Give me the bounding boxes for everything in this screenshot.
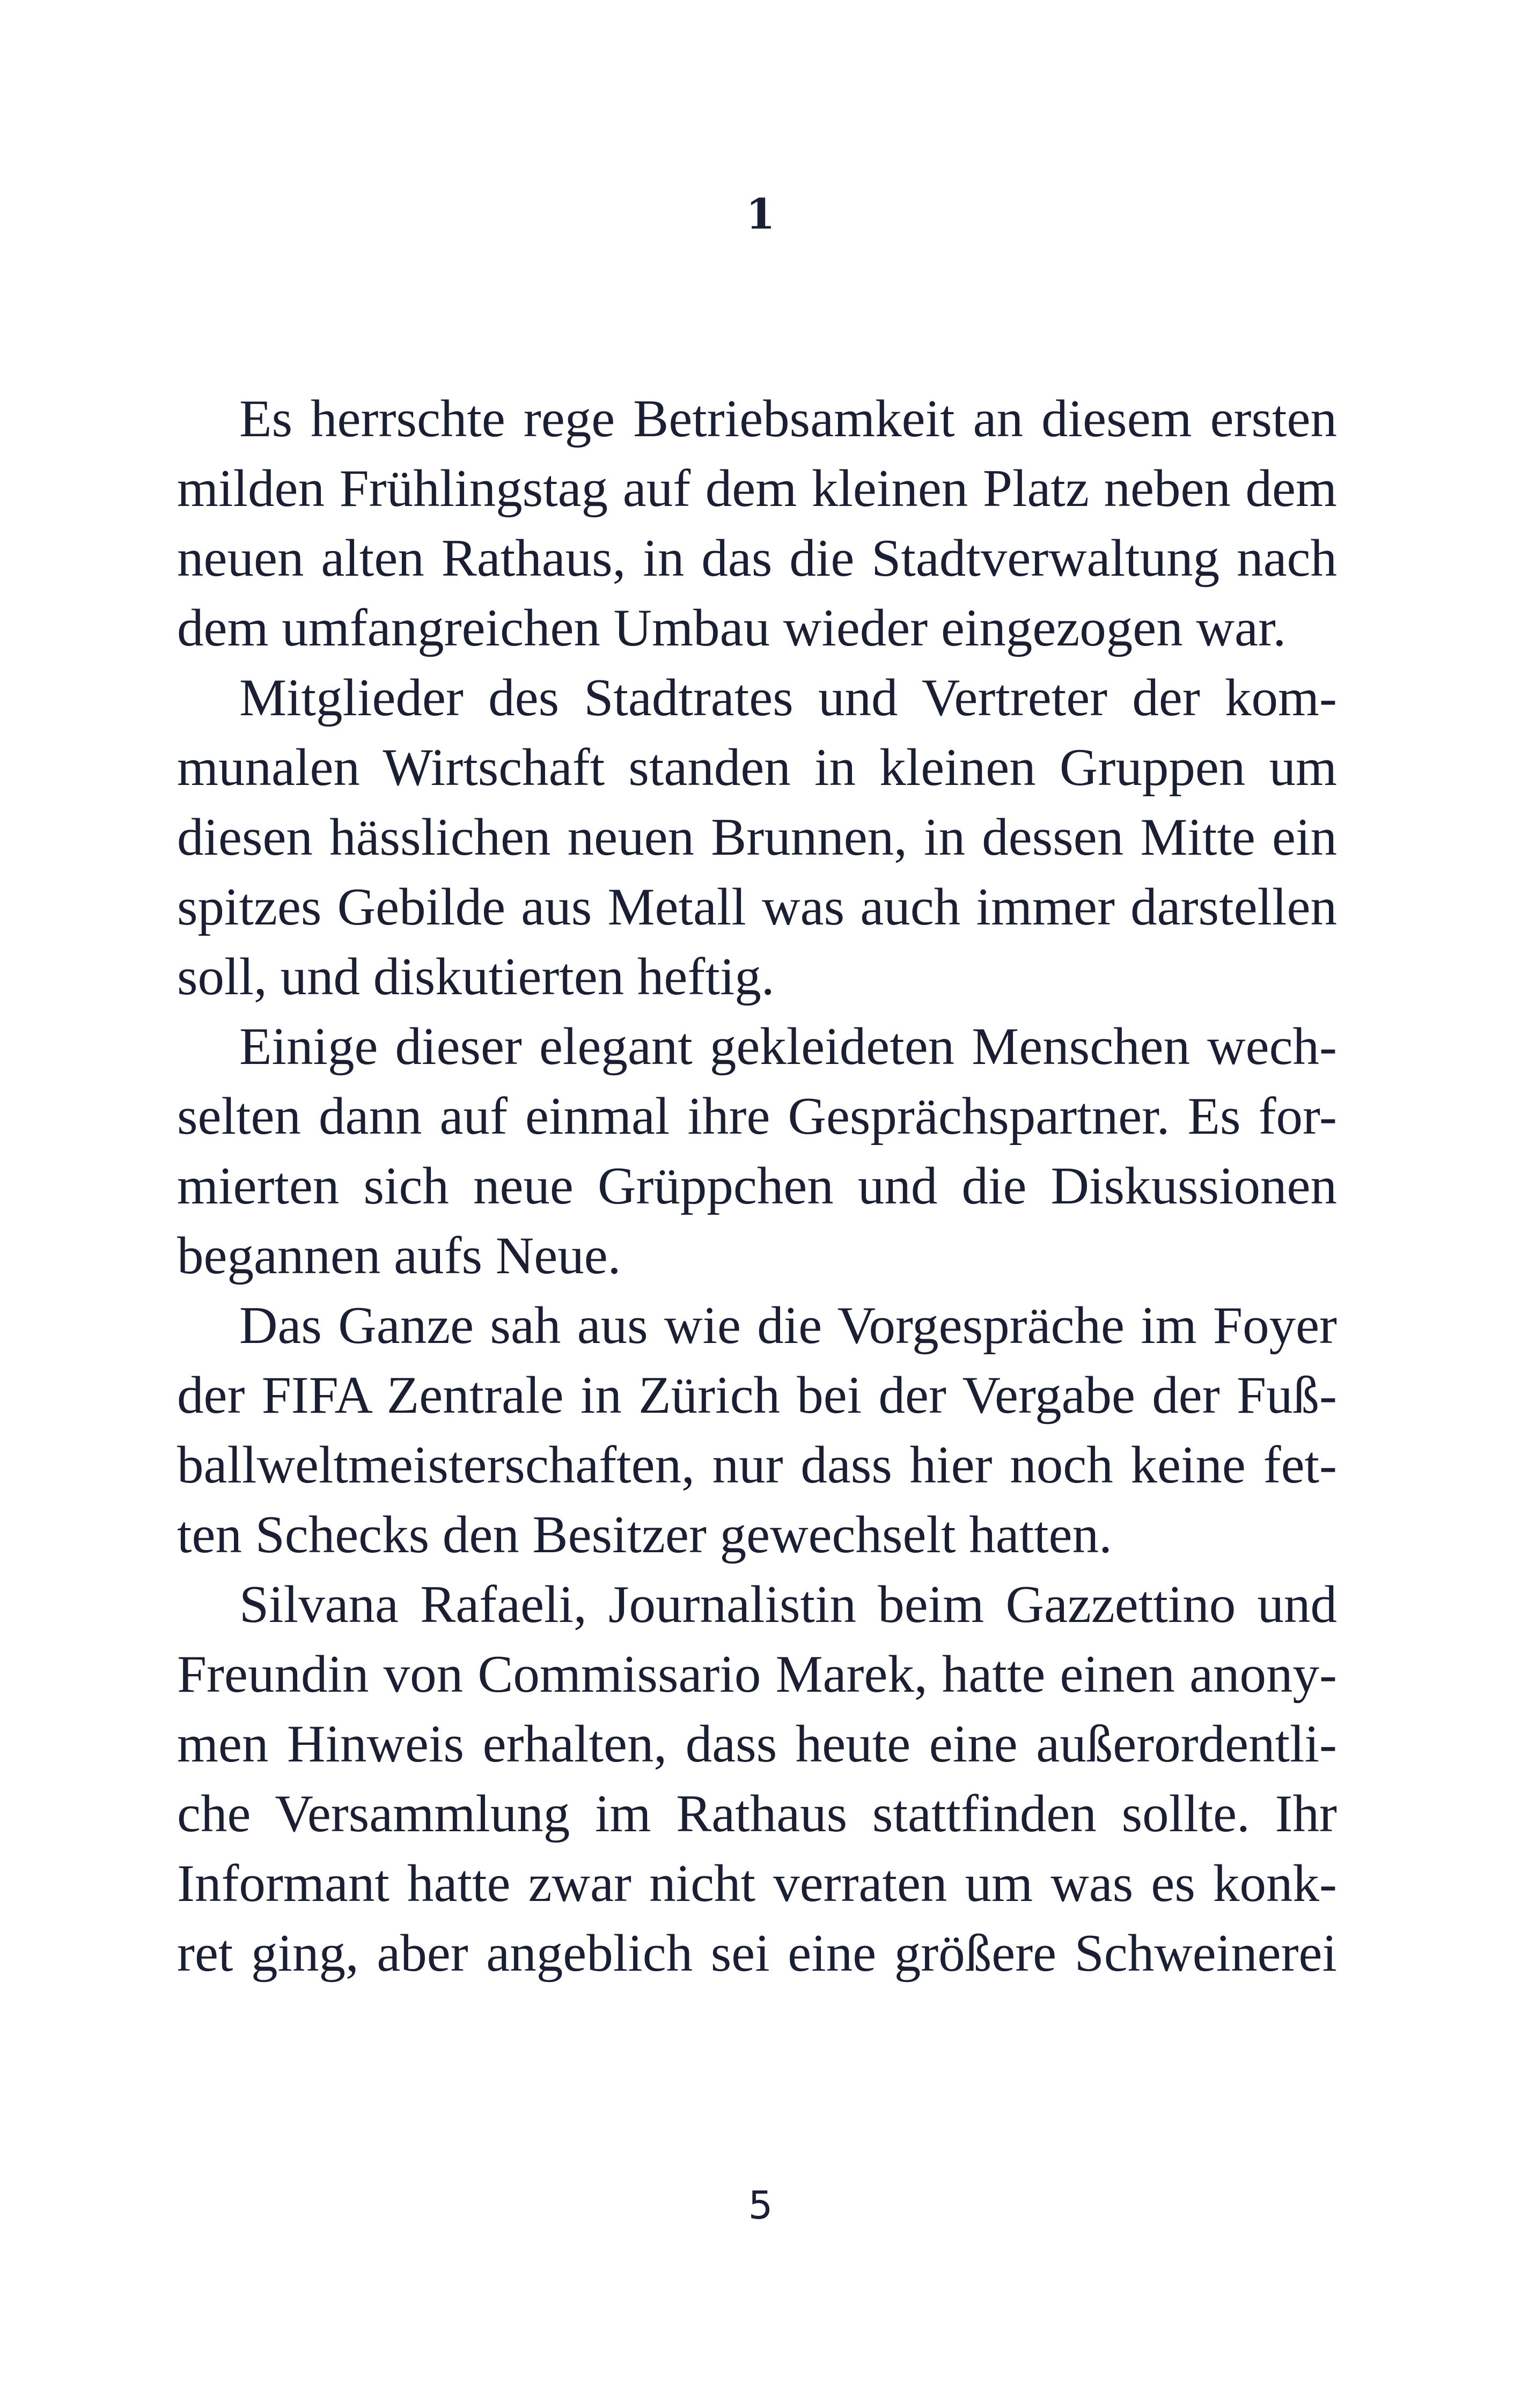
text-line: selten dann auf einmal ihre Gesprächspartner. Es for- [177,1087,1337,1146]
text-line: dem umfangreichen Umbau wieder eingezogen war. [177,599,1287,657]
paragraph-2 [177,663,1337,1012]
text-line: mierten sich neue Grüppchen und die Diskussionen [177,1157,1337,1215]
body-text [177,384,1337,1988]
text-line: soll, und diskutierten heftig. [177,948,775,1006]
text-line: Einige dieser elegant gekleideten Menschen wech- [239,1017,1337,1076]
paragraph-3 [177,1012,1337,1291]
paragraph-1 [177,384,1337,663]
text-line: Es herrschte rege Betriebsamkeit an diesem ersten [239,390,1337,448]
text-line: spitzes Gebilde aus Metall was auch immer darstellen [177,878,1337,936]
text-line: Informant hatte zwar nicht verraten um was es konk- [177,1854,1337,1913]
text-line: milden Frühlingstag auf dem kleinen Platz neben dem [177,459,1337,518]
text-line: Das Ganze sah aus wie die Vorgespräche im Foyer [239,1296,1337,1355]
chapter-number: 1 [746,190,775,239]
paragraph-4 [177,1291,1337,1570]
text-line: Freundin von Commissario Marek, hatte einen anony- [177,1645,1337,1704]
text-line: ten Schecks den Besitzer gewechselt hatten. [177,1506,1112,1564]
text-line: men Hinweis erhalten, dass heute eine außerordentli- [177,1715,1337,1773]
text-line: ret ging, aber angeblich sei eine größere Schweinerei [177,1924,1337,1983]
page-number: 5 [748,2183,773,2228]
text-line: munalen Wirtschaft standen in kleinen Gruppen um [177,738,1337,797]
text-line: che Versammlung im Rathaus stattfinden sollte. Ihr [177,1785,1337,1843]
text-line: der FIFA Zentrale in Zürich bei der Vergabe der Fuß- [177,1366,1337,1425]
text-line: diesen hässlichen neuen Brunnen, in dessen Mitte ein [177,808,1337,867]
text-line: Silvana Rafaeli, Journalistin beim Gazzettino und [239,1575,1337,1634]
text-line: Mitglieder des Stadtrates und Vertreter der kom- [239,669,1337,727]
text-line: begannen aufs Neue. [177,1227,621,1285]
text-line: neuen alten Rathaus, in das die Stadtverwaltung nach [177,529,1337,588]
paragraph-5 [177,1570,1337,1988]
text-line: ballweltmeisterschaften, nur dass hier noch keine fet- [177,1436,1337,1494]
